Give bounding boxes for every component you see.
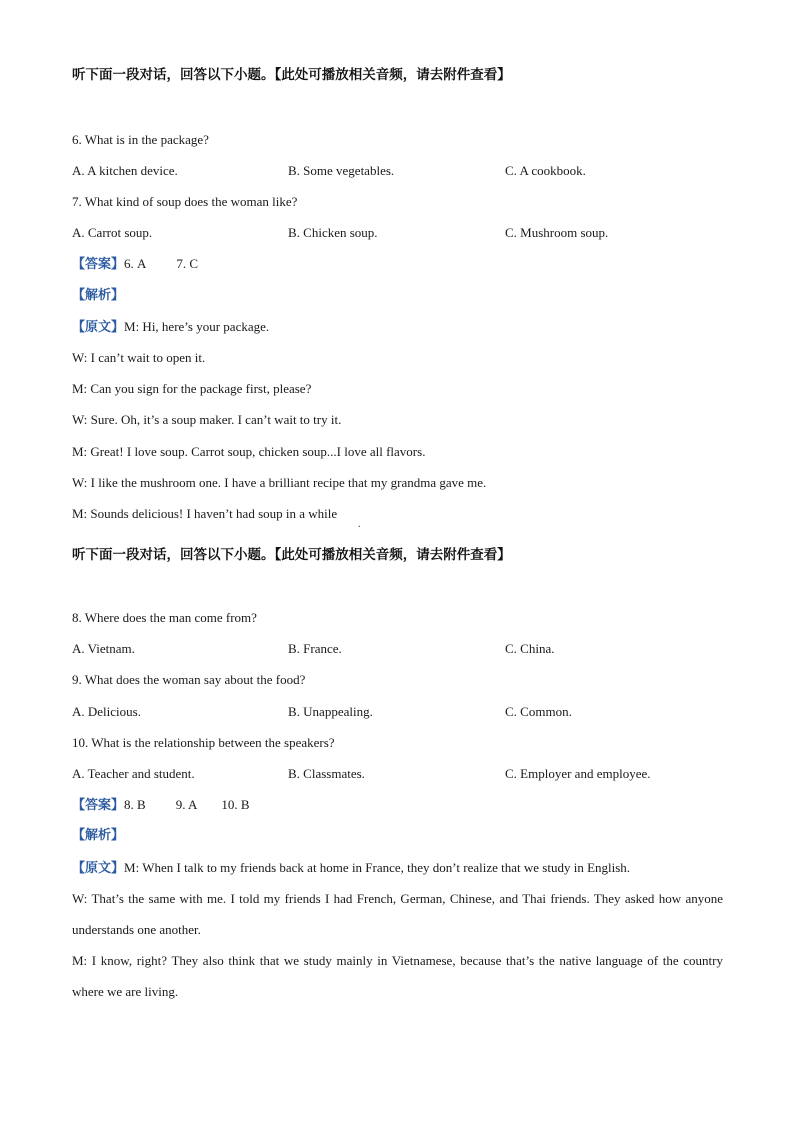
- answer-label: 【答案】: [72, 257, 125, 272]
- question-8-options: [72, 641, 732, 657]
- question-10: 10. What is the relationship between the speakers?: [72, 735, 335, 750]
- transcript-text: M: When I talk to my friends back at home in France, they don’t realize that we study in English.: [124, 860, 631, 875]
- option-c: C. Mushroom soup.: [505, 225, 609, 240]
- option-c: C. China.: [505, 641, 555, 656]
- answer-10: 10. B: [221, 797, 250, 812]
- option-b: B. Classmates.: [288, 766, 365, 781]
- option-c: C. Common.: [505, 704, 572, 719]
- answer-label: 【答案】: [72, 798, 125, 813]
- analysis-label: 【解析】: [72, 288, 125, 303]
- answer-line: [72, 797, 250, 814]
- option-b: B. Unappealing.: [288, 704, 373, 719]
- section-instruction: 听下面一段对话，回答以下小题。【此处可播放相关音频，请去附件查看】: [72, 547, 511, 563]
- question-7-options: [72, 225, 732, 241]
- analysis-label: 【解析】: [72, 828, 125, 843]
- question-10-options: [72, 766, 732, 782]
- option-b: B. Chicken soup.: [288, 225, 378, 240]
- question-9-options: [72, 704, 732, 720]
- answer-line: [72, 256, 198, 273]
- question-9: 9. What does the woman say about the food?: [72, 672, 306, 687]
- answer-8: 8. B: [124, 797, 146, 812]
- transcript-line: M: Sounds delicious! I haven’t had soup in a while: [72, 506, 338, 521]
- option-b: B. Some vegetables.: [288, 163, 395, 178]
- question-6: 6. What is in the package?: [72, 132, 209, 147]
- transcript-label: 【原文】: [72, 861, 125, 876]
- transcript-text: M: Hi, here’s your package.: [124, 319, 270, 334]
- option-b: B. France.: [288, 641, 342, 656]
- transcript-line: [72, 860, 630, 877]
- transcript-line: W: I can’t wait to open it.: [72, 350, 206, 365]
- question-6-options: [72, 163, 732, 179]
- option-a: A. Vietnam.: [72, 641, 135, 656]
- transcript-label: 【原文】: [72, 320, 125, 335]
- option-a: A. Carrot soup.: [72, 225, 153, 240]
- option-a: A. Delicious.: [72, 704, 141, 719]
- option-c: C. Employer and employee.: [505, 766, 651, 781]
- option-c: C. A cookbook.: [505, 163, 586, 178]
- option-a: A. A kitchen device.: [72, 163, 178, 178]
- transcript-line: W: Sure. Oh, it’s a soup maker. I can’t wait to try it.: [72, 412, 342, 427]
- option-a: A. Teacher and student.: [72, 766, 195, 781]
- transcript-line: W: I like the mushroom one. I have a brilliant recipe that my grandma gave me.: [72, 475, 487, 490]
- transcript-line: M: Can you sign for the package first, please?: [72, 381, 312, 396]
- answer-6: 6. A: [124, 256, 147, 271]
- question-7: 7. What kind of soup does the woman like?: [72, 194, 298, 209]
- answer-9: 9. A: [175, 797, 198, 812]
- transcript-line: [72, 319, 269, 336]
- transcript-paragraph: M: I know, right? They also think that we study mainly in Vietnamese, because that’s the native language of the country where we are living.: [72, 953, 723, 999]
- transcript-line: M: Great! I love soup. Carrot soup, chicken soup...I love all flavors.: [72, 444, 426, 459]
- question-8: 8. Where does the man come from?: [72, 610, 257, 625]
- section-instruction: 听下面一段对话，回答以下小题。【此处可播放相关音频，请去附件查看】: [72, 67, 511, 83]
- answer-7: 7. C: [176, 256, 199, 271]
- stray-dot: .: [358, 519, 361, 530]
- transcript-paragraph: W: That’s the same with me. I told my friends I had French, German, Chinese, and Thai friends. They asked how anyone understands one another.: [72, 891, 723, 937]
